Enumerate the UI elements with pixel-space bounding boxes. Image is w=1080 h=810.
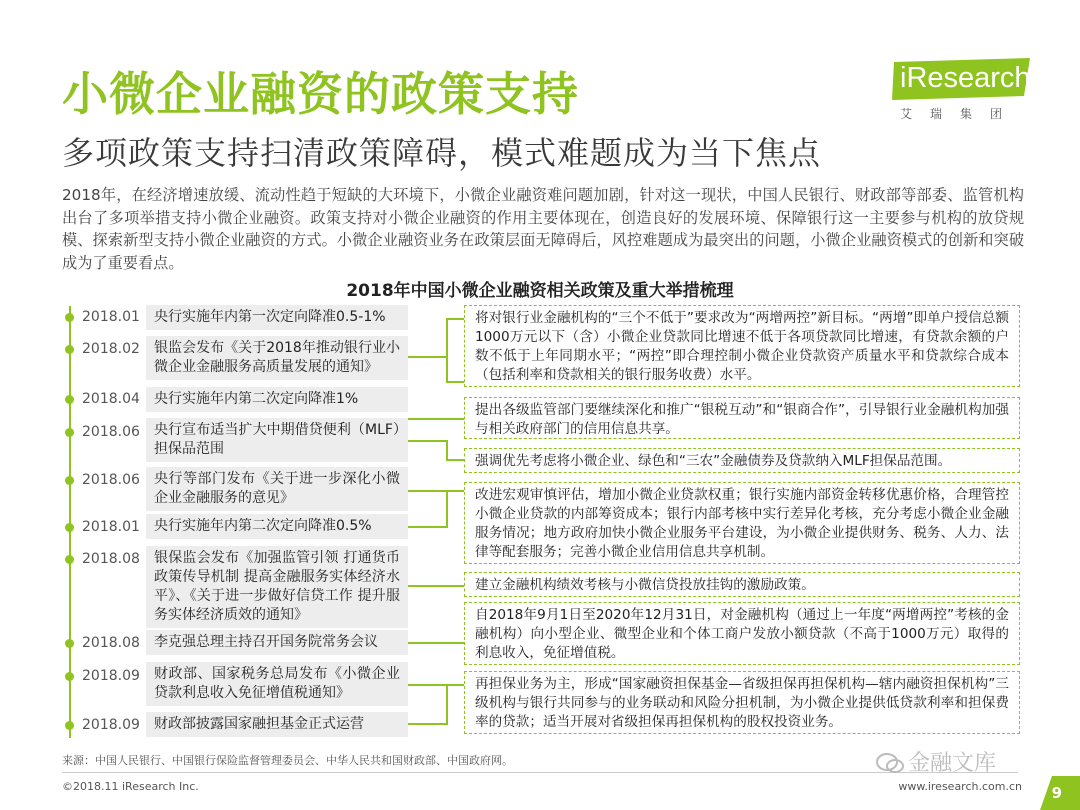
iresearch-logo [892,58,1032,122]
connector [408,526,448,528]
timeline-date: 2018.09 [82,668,140,684]
connector [446,459,464,461]
connector [446,440,448,460]
logo-text: iResearch [900,62,1031,94]
timeline-dot [65,555,74,564]
connector [408,490,464,492]
timeline-date: 2018.01 [82,519,140,535]
connector [408,585,464,587]
copyright: ©2018.11 iResearch Inc. [62,780,199,793]
timeline-date: 2018.04 [82,391,140,407]
timeline-event: 央行实施年内第二次定向降准0.5% [146,514,408,539]
detail-box: 建立金融机构绩效考核与小微信贷投放挂钩的激励政策。 [464,572,1020,597]
website-url: www.iresearch.com.cn [898,780,1022,793]
detail-box: 自2018年9月1日至2020年12月31日，对金融机构（通过上一年度“两增两控”考核的金融机构）向小型企业、微型企业和个体工商户发放小额贷款（不高于1000万元）取得的利息收入，免征增值税。 [464,602,1020,665]
connector [446,318,464,320]
logo-subtext: 艾瑞集团 [900,107,1021,121]
connector [408,684,464,686]
connector [408,356,448,358]
footer-divider [62,772,1018,773]
detail-box: 将对银行业金融机构的“三个不低于”要求改为“两增两控”新目标。“两增”即单户授信总额1000万元以下（含）小微企业贷款同比增速不低于各项贷款同比增速，有贷款余额的户数不低于上年同期水平；“两控”即合理控制小微企业贷款资产质量水平和贷款综合成本（包括利率和贷款相关的银行服务收费）水平。 [464,305,1020,387]
connector [408,418,464,420]
connector [446,318,448,382]
timeline-dot [65,523,74,532]
connector [446,684,448,724]
timeline-date: 2018.01 [82,309,140,325]
timeline-event: 央行实施年内第二次定向降准1% [146,387,408,412]
watermark-text: 金融文库 [908,751,997,776]
timeline-dot [65,428,74,437]
timeline-dot [65,721,74,730]
timeline-date: 2018.02 [82,341,140,357]
connector [446,381,464,383]
timeline-date: 2018.08 [82,635,140,651]
detail-box: 改进宏观审慎评估，增加小微企业贷款权重；银行实施内部资金转移优惠价格，合理管控小微企业贷款的内部筹资成本；银行内部考核中实行差异化考核，充分考虑小微企业金融服务情况；地方政府加快小微企业服务平台建设，为小微企业提供财务、税务、人力、法律等配套服务；完善小微企业信用信息共享机制。 [464,482,1020,564]
timeline-event: 银保监会发布《加强监管引领 打通货币政策传导机制 提高金融服务实体经济水平》、《关于进一步做好信贷工作 提升服务实体经济质效的通知》 [146,546,408,628]
connector [408,642,464,644]
source-note: 来源：中国人民银行、中国银行保险监督管理委员会、中华人民共和国财政部、中国政府网。 [62,754,513,767]
timeline-dot [65,395,74,404]
timeline-date: 2018.06 [82,424,140,440]
detail-box: 强调优先考虑将小微企业、绿色和“三农”金融债券及贷款纳入MLF担保品范围。 [464,448,1020,473]
page-title: 小微企业融资的政策支持 [62,67,579,121]
timeline-dot [65,476,74,485]
page-number: 9 [1051,784,1062,802]
timeline-event: 李克强总理主持召开国务院常务会议 [146,630,408,655]
section-title: 2018年中国小微企业融资相关政策及重大举措梳理 [346,281,734,301]
timeline-event: 央行等部门发布《关于进一步深化小微企业金融服务的意见》 [146,467,408,511]
wechat-icon [876,752,904,774]
timeline-event: 财政部披露国家融担基金正式运营 [146,712,408,737]
timeline-event: 财政部、国家税务总局发布《小微企业贷款利息收入免征增值税通知》 [146,662,408,706]
timeline-dot [65,639,74,648]
timeline-dot [65,345,74,354]
timeline-date: 2018.08 [82,551,140,567]
timeline-dot [65,313,74,322]
timeline-dot [65,672,74,681]
connector [446,490,448,526]
timeline-date: 2018.09 [82,717,140,733]
intro-paragraph: 2018年，在经济增速放缓、流动性趋于短缺的大环境下，小微企业融资难问题加剧，针对这一现状，中国人民银行、财政部等部委、监管机构出台了多项举措支持小微企业融资。政策支持对小微企业融资的作用主要体现在，创造良好的发展环境、保障银行这一主要参与机构的放贷规模、探索新型支持小微企业融资的方式。小微企业融资业务在政策层面无障碍后，风控难题成为最突出的问题，小微企业融资模式的创新和突破成为了重要看点。 [62,186,1024,272]
page-subtitle: 多项政策支持扫清政策障碍，模式难题成为当下焦点 [62,134,822,172]
detail-box: 再担保业务为主，形成“国家融资担保基金—省级担保再担保机构—辖内融资担保机构”三级机构与银行共同参与的业务联动和风险分担机制，为小微企业提供低贷款利率和担保费率的贷款；适当开展对省级担保再担保机构的股权投资业务。 [464,671,1020,734]
timeline-event: 央行宣布适当扩大中期借贷便利（MLF）担保品范围 [146,418,408,462]
connector [408,440,448,442]
timeline-date: 2018.06 [82,472,140,488]
timeline-event: 央行实施年内第一次定向降准0.5-1% [146,305,408,330]
timeline-event: 银监会发布《关于2018年推动银行业小微企业金融服务高质量发展的通知》 [146,336,408,380]
connector [408,723,448,725]
detail-box: 提出各级监管部门要继续深化和推广“银税互动”和“银商合作”，引导银行业金融机构加强与相关政府部门的信用信息共享。 [464,397,1020,439]
